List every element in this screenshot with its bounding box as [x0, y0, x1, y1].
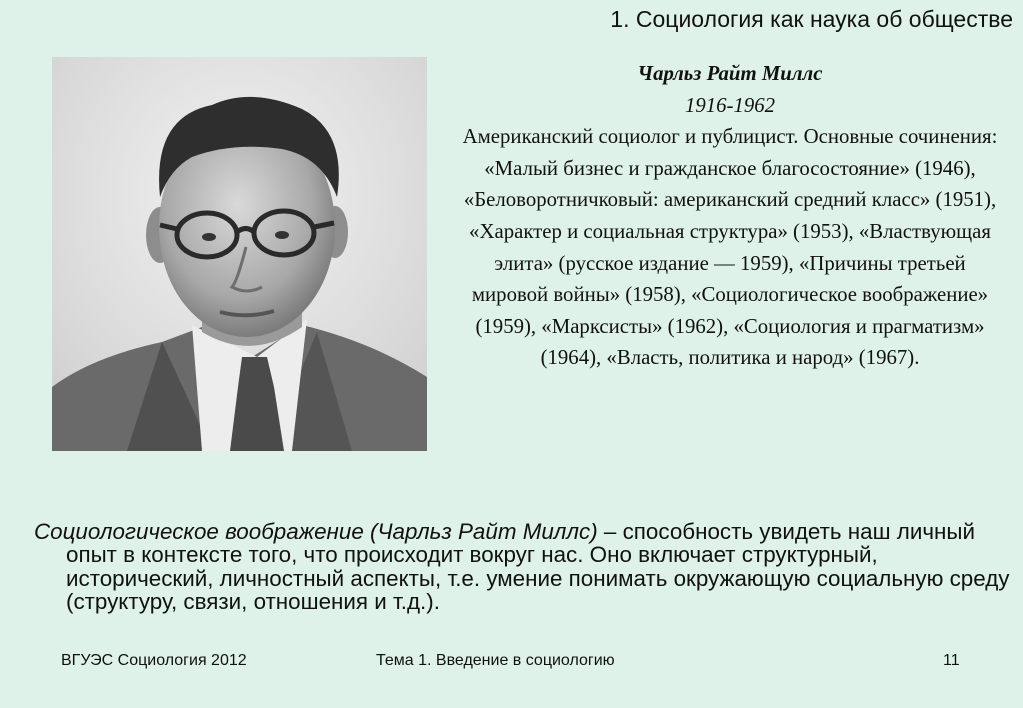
- definition-paragraph: [34, 520, 1023, 614]
- footer-topic: Тема 1. Введение в социологию: [376, 652, 615, 669]
- footer-course: ВГУЭС Социология 2012: [61, 652, 247, 669]
- bio-description: Американский социолог и публицист. Основные сочинения: «Малый бизнес и гражданское благосостояние» (1946), «Беловоротничковый: американский средний класс» (1951), «Характер и социальная структура» (1953), «Властвующая элита» (русское издание — 1959), «Причины третьей мировой войны» (1958), «Социологическое воображение» (1959), «Марксисты» (1962), «Социология и прагматизм» (1964), «Власть, политика и народ» (1967).: [462, 125, 998, 370]
- definition-text: – способность увидеть наш личный опыт в контексте того, что происходит вокруг нас. Оно включает структурный, исторический, личностный аспекты, т.е. умение понимать окружающую социальную среду (структуру, связи, отношения и т.д.).: [66, 519, 1010, 615]
- bio-block: [455, 58, 1005, 374]
- slide-title: 1. Социология как наука об обществе: [610, 6, 1013, 32]
- life-years: 1916-1962: [684, 93, 776, 117]
- definition-term: Социологическое воображение (Чарльз Райт Миллс): [34, 519, 598, 544]
- person-name: Чарльз Райт Миллс: [637, 62, 823, 85]
- page-number: 11: [943, 652, 960, 669]
- portrait-photo: [52, 57, 427, 451]
